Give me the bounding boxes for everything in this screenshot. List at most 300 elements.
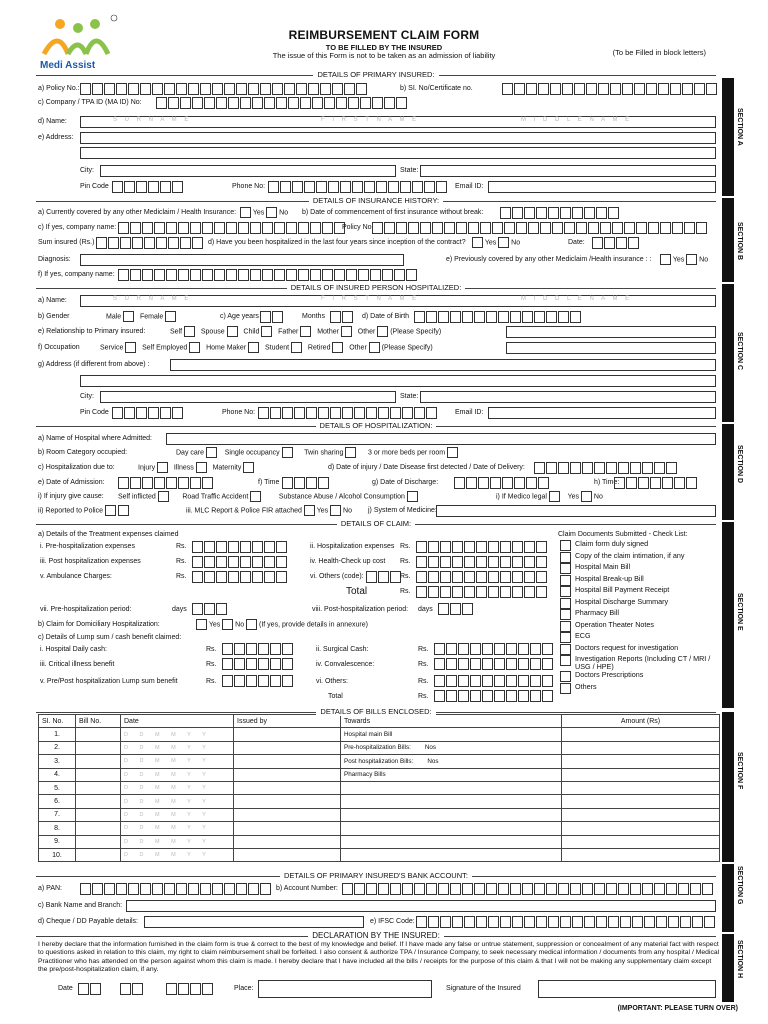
post-hosp-boxes[interactable] — [192, 556, 287, 568]
covered-yes[interactable]: Yes No — [240, 207, 288, 219]
e-total-boxes[interactable] — [434, 690, 553, 702]
checklist-label: Hospital Main Bill — [575, 562, 631, 571]
rs-label: Rs. — [176, 573, 187, 580]
pin-boxes[interactable] — [112, 181, 183, 193]
daily-cash-label: i. Hospital Daily cash: — [40, 646, 107, 653]
towards-cell — [341, 741, 562, 754]
section-a-tag: SECTION A — [736, 108, 743, 146]
sl-label: b) SI. No/Certificate no. — [400, 85, 473, 92]
section-c-heading: DETAILS OF INSURED PERSON HOSPITALIZED: — [36, 283, 716, 292]
section-f-bar — [722, 712, 734, 862]
hospital-name-field[interactable] — [166, 433, 716, 445]
amount-cell[interactable] — [562, 795, 720, 808]
checklist-checkbox[interactable] — [560, 683, 571, 694]
checklist-item[interactable] — [560, 609, 716, 621]
checklist-label: Copy of the claim intimation, if any — [575, 550, 685, 560]
ifyes-company-2-label: f) If yes, company name: — [38, 271, 115, 278]
amount-cell[interactable] — [562, 768, 720, 781]
total-label: Total — [346, 586, 368, 597]
gender-label: b) Gender — [38, 313, 70, 320]
cheque-label: d) Cheque / DD Payable details: — [38, 918, 138, 925]
c-email-field[interactable] — [488, 407, 716, 419]
c-city-field[interactable] — [100, 391, 396, 403]
rs-label: Rs. — [176, 543, 187, 550]
towards-cell — [341, 768, 562, 781]
address-line-2[interactable] — [80, 147, 716, 159]
admission-boxes[interactable] — [118, 477, 213, 489]
rs-label: Rs. — [206, 646, 217, 653]
convalescence-boxes[interactable] — [434, 658, 553, 670]
e-others-boxes[interactable] — [434, 675, 553, 687]
issued-by-cell[interactable] — [234, 808, 341, 821]
bill-no-cell[interactable] — [76, 741, 121, 754]
checklist-checkbox[interactable] — [560, 598, 571, 609]
section-g-tag: SECTION G — [736, 866, 743, 905]
sum-insured-label: Sum insured (Rs.) — [38, 239, 95, 246]
towards-text: Hospital main Bill — [344, 731, 393, 739]
total-boxes[interactable] — [416, 586, 547, 598]
ifsc-boxes[interactable] — [416, 916, 715, 928]
c-phone-boxes[interactable] — [258, 407, 437, 419]
police-choice[interactable]: ii) Reported to Police — [38, 505, 129, 517]
date-injury-label: d) Date of injury / Date Disease first detected / Date of Delivery: — [328, 464, 525, 471]
c-address-line-1[interactable] — [170, 359, 716, 371]
checklist — [560, 540, 716, 694]
covered-label: a) Currently covered by any other Mediclaim / Health Insurance: — [38, 209, 237, 216]
domiciliary-choice[interactable]: Yes No (If yes, provide details in annexure) — [196, 619, 368, 631]
checklist-checkbox[interactable] — [560, 540, 571, 551]
section-b-tag: SECTION B — [736, 222, 743, 261]
c-surname-hint: S U R N A M E — [113, 296, 192, 302]
declaration-text: I hereby declare that the information furnished in the claim form is true & correct to the best of my knowledge and belief. If I have made any false or untrue statement, suppression or concealment of any material fact with respect to questions asked in relation to this claim, my right to claim reimbursement shall be forfeited. I also consent & authorize TPA / Insurance Company, to seek necessary medical information / documents from any hospital / Medical Practitioner who has attended on the person against whom this claim is made. I hereby declare that I have included all the bills / receipts for the purpose of this claim & that I will not be making any supplementary claim except the pre/post-hospitalization claim, if any. — [38, 941, 720, 973]
b-policy-label: Policy No. — [342, 224, 374, 231]
bill-no-cell[interactable] — [76, 781, 121, 794]
date-cell[interactable]: D D M M Y Y — [121, 822, 234, 835]
email-label: Email ID: — [455, 183, 484, 190]
checklist-label: Hospital Break-up Bill — [575, 573, 644, 583]
section-c-tag: SECTION C — [736, 332, 743, 371]
rs-label: Rs. — [418, 646, 429, 653]
account-boxes[interactable] — [342, 883, 713, 895]
table-row — [39, 728, 720, 741]
sl-cell: 5. — [39, 781, 76, 794]
bills-header-row — [39, 715, 720, 728]
occupation-label: f) Occupation — [38, 344, 80, 351]
checklist-label: Claim form duly signed — [575, 539, 649, 548]
dis-time-boxes[interactable] — [614, 477, 697, 489]
checklist-checkbox[interactable] — [560, 575, 571, 586]
section-h-bar — [722, 934, 734, 1002]
towards-cell — [341, 755, 562, 768]
name-field[interactable] — [80, 116, 716, 128]
bill-no-cell[interactable] — [76, 822, 121, 835]
city-label: City: — [80, 167, 94, 174]
rs-label: Rs. — [206, 678, 217, 685]
pre-period-boxes[interactable] — [192, 603, 227, 615]
section-g-bar — [722, 864, 734, 932]
rs-label: Rs. — [418, 678, 429, 685]
issued-by-cell[interactable] — [234, 768, 341, 781]
due-choice[interactable]: Injury Illness Maternity — [138, 462, 254, 474]
adm-time-boxes[interactable] — [282, 477, 329, 489]
towards-cell — [341, 835, 562, 848]
sl-cell: 8. — [39, 822, 76, 835]
c-name-field[interactable] — [80, 295, 716, 307]
rs-label: Rs. — [418, 693, 429, 700]
checklist-label: Operation Theater Notes — [575, 619, 654, 629]
amount-cell[interactable] — [562, 822, 720, 835]
towards-cell — [341, 728, 562, 741]
surname-hint: S U R N A M E — [113, 117, 192, 123]
checklist-label: Pharmacy Bill — [575, 608, 619, 617]
date-cell[interactable]: D D M M Y Y — [121, 835, 234, 848]
relationship-label: e) Relationship to Primary insured: — [38, 328, 146, 335]
policy-label: a) Policy No.: — [38, 85, 80, 92]
ifyes-company-2-boxes[interactable] — [118, 269, 417, 281]
ambulance-boxes[interactable] — [192, 571, 287, 583]
dob-boxes[interactable] — [414, 311, 581, 323]
checklist-checkbox[interactable] — [560, 609, 571, 620]
post-period-boxes[interactable] — [438, 603, 473, 615]
first-name-hint: F I R S T N A M E — [321, 117, 420, 123]
sl-cell: 4. — [39, 768, 76, 781]
c-name-label: a) Name: — [38, 297, 67, 304]
lumpsum-label: v. Pre/Post hospitalization Lump sum benefit — [40, 678, 178, 685]
ifsc-label: e) IFSC Code: — [370, 918, 415, 925]
checklist-item[interactable] — [560, 540, 716, 552]
system-medicine-field[interactable] — [436, 505, 716, 517]
b-policy-boxes[interactable] — [372, 222, 707, 234]
checklist-label: ECG — [575, 631, 591, 640]
medico-legal-choice[interactable]: i) If Medico legal Yes No — [496, 491, 603, 503]
pin-label: Pin Code — [80, 183, 109, 190]
hospital-name-label: a) Name of Hospital where Admitted: — [38, 435, 152, 442]
others-amount-boxes[interactable] — [416, 571, 547, 583]
towards-cell — [341, 808, 562, 821]
c-middle-name-hint: M I D D L E N A M E — [521, 296, 633, 302]
checklist-label: Investigation Reports (Including CT / MRI / USG / HPE) — [575, 654, 711, 671]
admission-label: e) Date of Admission: — [38, 479, 105, 486]
c-pin-boxes[interactable] — [112, 407, 183, 419]
c-state-field[interactable] — [420, 391, 716, 403]
hosp-4yrs-choice[interactable]: Yes No — [472, 237, 520, 249]
c-address-line-2[interactable] — [80, 375, 716, 387]
post-hosp-label: iii. Post hospitalization expenses — [40, 558, 141, 565]
checklist-checkbox[interactable] — [560, 671, 571, 682]
amount-cell[interactable] — [562, 741, 720, 754]
c-address-label: g) Address (if different from above) : — [38, 361, 150, 368]
rs-label: Rs. — [400, 573, 411, 580]
decl-month-boxes[interactable] — [120, 983, 143, 995]
section-f-tag: SECTION F — [736, 752, 743, 790]
amount-cell[interactable] — [562, 728, 720, 741]
table-row — [39, 822, 720, 835]
table-row — [39, 741, 720, 754]
date-cell[interactable]: D D M M Y Y — [121, 848, 234, 861]
issued-by-cell[interactable] — [234, 795, 341, 808]
critical-boxes[interactable] — [222, 658, 293, 670]
checklist-checkbox[interactable] — [560, 655, 571, 666]
daily-cash-boxes[interactable] — [222, 643, 293, 655]
bill-no-cell[interactable] — [76, 755, 121, 768]
account-label: b) Account Number: — [276, 885, 338, 892]
ifyes-company-boxes[interactable] — [118, 222, 345, 234]
mlc-choice[interactable]: iii. MLC Report & Police FIR attached Yes No — [186, 505, 352, 517]
age-label: c) Age years — [220, 313, 259, 320]
table-row — [39, 835, 720, 848]
towards-text: Pre-hospitalization Bills: — [344, 744, 411, 752]
diagnosis-field[interactable] — [80, 254, 404, 266]
section-f-heading: DETAILS OF BILLS ENCLOSED: — [36, 707, 716, 716]
section-a-heading: DETAILS OF PRIMARY INSURED: — [36, 70, 716, 79]
sum-insured-boxes[interactable] — [96, 237, 203, 249]
rs-label: Rs. — [400, 588, 411, 595]
col-date: Date — [121, 715, 234, 728]
days-label: days — [172, 606, 187, 613]
age-boxes[interactable] — [260, 311, 283, 323]
previously-covered-label: e) Previously covered by any other Mediclaim /Health insurance : : — [446, 256, 652, 263]
date-cell[interactable]: D D M M Y Y — [121, 808, 234, 821]
dis-time-label: h) Time: — [594, 479, 620, 486]
policy-boxes[interactable] — [80, 83, 367, 95]
towards-text: Post hospitalization Bills: — [344, 757, 414, 765]
checklist-item[interactable] — [560, 671, 716, 683]
checklist-checkbox[interactable] — [560, 644, 571, 655]
checklist-checkbox[interactable] — [560, 552, 571, 563]
checklist-checkbox[interactable] — [560, 586, 571, 597]
discharge-boxes[interactable] — [454, 477, 549, 489]
table-row — [39, 808, 720, 821]
issued-by-cell[interactable] — [234, 728, 341, 741]
checkup-boxes[interactable] — [416, 556, 547, 568]
table-row — [39, 781, 720, 794]
bill-no-cell[interactable] — [76, 848, 121, 861]
months-boxes[interactable] — [330, 311, 353, 323]
address-line-1[interactable] — [80, 132, 716, 144]
others-code-boxes[interactable] — [366, 571, 401, 583]
issued-by-cell[interactable] — [234, 848, 341, 861]
address-label: e) Address: — [38, 134, 74, 141]
checklist-checkbox[interactable] — [560, 632, 571, 643]
place-label: Place: — [234, 985, 254, 992]
date-cell[interactable]: D D M M Y Y — [121, 755, 234, 768]
name-label: d) Name: — [38, 118, 67, 125]
bill-no-cell[interactable] — [76, 728, 121, 741]
section-d-bar — [722, 424, 734, 520]
amount-cell[interactable] — [562, 835, 720, 848]
col-sl: SI. No. — [39, 715, 76, 728]
checklist-item[interactable] — [560, 563, 716, 575]
rs-label: Rs. — [400, 543, 411, 550]
company-boxes[interactable] — [156, 97, 407, 109]
amount-cell[interactable] — [562, 808, 720, 821]
amount-cell[interactable] — [562, 848, 720, 861]
section-e-heading: DETAILS OF CLAIM: — [36, 519, 716, 528]
table-row — [39, 755, 720, 768]
surgical-boxes[interactable] — [434, 643, 553, 655]
sl-boxes[interactable] — [502, 83, 717, 95]
domiciliary-label: b) Claim for Domiciliary Hospitalization: — [38, 621, 160, 628]
towards-cell — [341, 781, 562, 794]
checklist-item[interactable] — [560, 655, 716, 671]
bill-no-cell[interactable] — [76, 795, 121, 808]
sl-cell: 3. — [39, 755, 76, 768]
checklist-label: Doctors Prescriptions — [575, 670, 644, 679]
place-field[interactable] — [258, 980, 432, 998]
discharge-label: g) Date of Discharge: — [372, 479, 439, 486]
block-letters-note: (To be Filled in block letters) — [612, 48, 706, 57]
rs-label: Rs. — [206, 661, 217, 668]
gender-choice[interactable]: Male Female — [106, 311, 176, 323]
commence-date-boxes[interactable] — [500, 207, 619, 219]
section-e-bar — [722, 522, 734, 708]
phone-boxes[interactable] — [268, 181, 447, 193]
bill-no-cell[interactable] — [76, 768, 121, 781]
checklist-item[interactable] — [560, 586, 716, 598]
dob-label: d) Date of Birth — [362, 313, 410, 320]
checklist-checkbox[interactable] — [560, 563, 571, 574]
lump-label: c) Details of Lump sum / cash benefit claimed: — [38, 634, 182, 641]
pan-boxes[interactable] — [80, 883, 271, 895]
decl-date-boxes[interactable] — [78, 983, 101, 995]
phone-label: Phone No: — [232, 183, 266, 190]
hosp-4yrs-label: d) Have you been hospitalized in the last four years since inception of the contract? — [208, 239, 466, 246]
section-a-bar — [722, 78, 734, 196]
ifyes-company-label: c) If yes, company name: — [38, 224, 117, 231]
email-field[interactable] — [488, 181, 716, 193]
lumpsum-boxes[interactable] — [222, 675, 293, 687]
treatment-label: a) Details of the Treatment expenses claimed — [38, 531, 179, 538]
section-c-bar — [722, 284, 734, 422]
date-cell[interactable]: D D M M Y Y — [121, 768, 234, 781]
occupation-choice[interactable]: Service Self Employed Home Maker Student Retired Other (Please Specify) — [100, 342, 433, 354]
table-row — [39, 795, 720, 808]
bank-field[interactable] — [126, 900, 716, 912]
room-label: b) Room Category occupied: — [38, 449, 128, 456]
signature-label: Signature of the Insured — [446, 985, 521, 992]
cause-label: i) If injury give cause: — [38, 493, 104, 500]
system-medicine-label: j) System of Medicine: — [368, 507, 437, 514]
issued-by-cell[interactable] — [234, 741, 341, 754]
bill-no-cell[interactable] — [76, 835, 121, 848]
surgical-label: ii. Surgical Cash: — [316, 646, 369, 653]
c-email-label: Email ID: — [455, 409, 484, 416]
rs-label: Rs. — [418, 661, 429, 668]
commencement-label: b) Date of commencement of first insurance without break: — [302, 209, 484, 216]
section-h-tag: SECTION H — [736, 940, 743, 979]
months-label: Months — [302, 313, 325, 320]
c-state-label: State: — [400, 393, 419, 400]
issued-by-cell[interactable] — [234, 835, 341, 848]
ambulance-label: v. Ambulance Charges: — [40, 573, 112, 580]
c-phone-label: Phone No: — [222, 409, 256, 416]
checkup-label: iv. Health-Check up cost — [310, 558, 386, 565]
checklist-label: Hospital Discharge Summary — [575, 596, 669, 606]
col-amount: Amount (Rs) — [562, 715, 720, 728]
col-towards: Towards — [341, 715, 562, 728]
others-code-label: vi. Others (code): — [310, 573, 364, 580]
section-b-bar — [722, 198, 734, 282]
rs-label: Rs. — [176, 558, 187, 565]
rs-label: Rs. — [400, 558, 411, 565]
section-d-tag: SECTION D — [736, 445, 743, 484]
section-h-heading: DECLARATION BY THE INSURED: — [36, 931, 716, 940]
sl-cell: 7. — [39, 808, 76, 821]
issued-by-cell[interactable] — [234, 755, 341, 768]
critical-label: iii. Critical illness benefit — [40, 661, 115, 668]
logo-text: Medi Assist — [40, 60, 96, 71]
middle-name-hint: M I D D L E N A M E — [521, 117, 633, 123]
sl-cell: 10. — [39, 848, 76, 861]
hosp-expenses-boxes[interactable] — [416, 541, 547, 553]
checklist-item[interactable] — [560, 683, 716, 695]
issued-by-cell[interactable] — [234, 822, 341, 835]
c-city-label: City: — [80, 393, 94, 400]
date-cell[interactable]: D D M M Y Y — [121, 728, 234, 741]
sl-cell: 9. — [39, 835, 76, 848]
state-field[interactable] — [420, 165, 716, 177]
amount-cell[interactable] — [562, 755, 720, 768]
e-others-label: vi. Others: — [316, 678, 348, 685]
bank-label: c) Bank Name and Branch: — [38, 902, 123, 909]
date-cell[interactable]: D D M M Y Y — [121, 795, 234, 808]
hosp-expenses-label: ii. Hospitalization expenses — [310, 543, 395, 550]
table-row — [39, 768, 720, 781]
bill-no-cell[interactable] — [76, 808, 121, 821]
section-d-heading: DETAILS OF HOSPITALIZATION: — [36, 421, 716, 430]
state-label: State: — [400, 167, 419, 174]
days-label: days — [418, 606, 433, 613]
checklist-label: Others — [575, 681, 597, 691]
pre-hosp-label: i. Pre-hospitalization expenses — [40, 543, 135, 550]
checklist-item[interactable] — [560, 632, 716, 644]
c-first-name-hint: F I R S T N A M E — [321, 296, 420, 302]
date-injury-boxes[interactable] — [534, 462, 677, 474]
towards-cell — [341, 848, 562, 861]
checklist-checkbox[interactable] — [560, 621, 571, 632]
decl-year-boxes[interactable] — [166, 983, 213, 995]
signature-field[interactable] — [538, 980, 716, 998]
occupation-specify-field[interactable] — [506, 342, 716, 354]
table-row — [39, 848, 720, 861]
issued-by-cell[interactable] — [234, 781, 341, 794]
date-cell[interactable]: D D M M Y Y — [121, 781, 234, 794]
decl-date-label: Date — [58, 985, 73, 992]
adm-time-label: f) Time — [258, 479, 280, 486]
cause-choice[interactable]: Self inflicted Road Traffic Accident Substance Abuse / Alcohol Consumption — [118, 491, 418, 503]
city-field[interactable] — [100, 165, 396, 177]
col-issued: Issued by — [234, 715, 341, 728]
sl-cell: 1. — [39, 728, 76, 741]
section-g-heading: DETAILS OF PRIMARY INSURED'S BANK ACCOUNT: — [36, 871, 716, 880]
room-choice[interactable]: Day care Single occupancy Twin sharing 3 or more beds per room — [176, 447, 458, 459]
section-e-tag: SECTION E — [736, 593, 743, 631]
b-date-boxes[interactable] — [592, 237, 639, 249]
important-note: (IMPORTANT: PLEASE TURN OVER) — [617, 1005, 738, 1012]
cheque-field[interactable] — [144, 916, 364, 928]
pre-hosp-boxes[interactable] — [192, 541, 287, 553]
nos-text: Nos — [427, 757, 439, 765]
form-title: REIMBURSEMENT CLAIM FORM — [288, 28, 480, 42]
relationship-specify-field[interactable] — [506, 326, 716, 338]
date-cell[interactable]: D D M M Y Y — [121, 741, 234, 754]
col-bill: Bill No. — [76, 715, 121, 728]
amount-cell[interactable] — [562, 781, 720, 794]
previously-covered-choice[interactable]: Yes No — [660, 254, 708, 266]
due-label: c) Hospitalization due to: — [38, 464, 115, 471]
c-pin-label: Pin Code — [80, 409, 109, 416]
relationship-choice[interactable]: Self Spouse Child Father Mother Other (Please Specify) — [170, 326, 441, 338]
